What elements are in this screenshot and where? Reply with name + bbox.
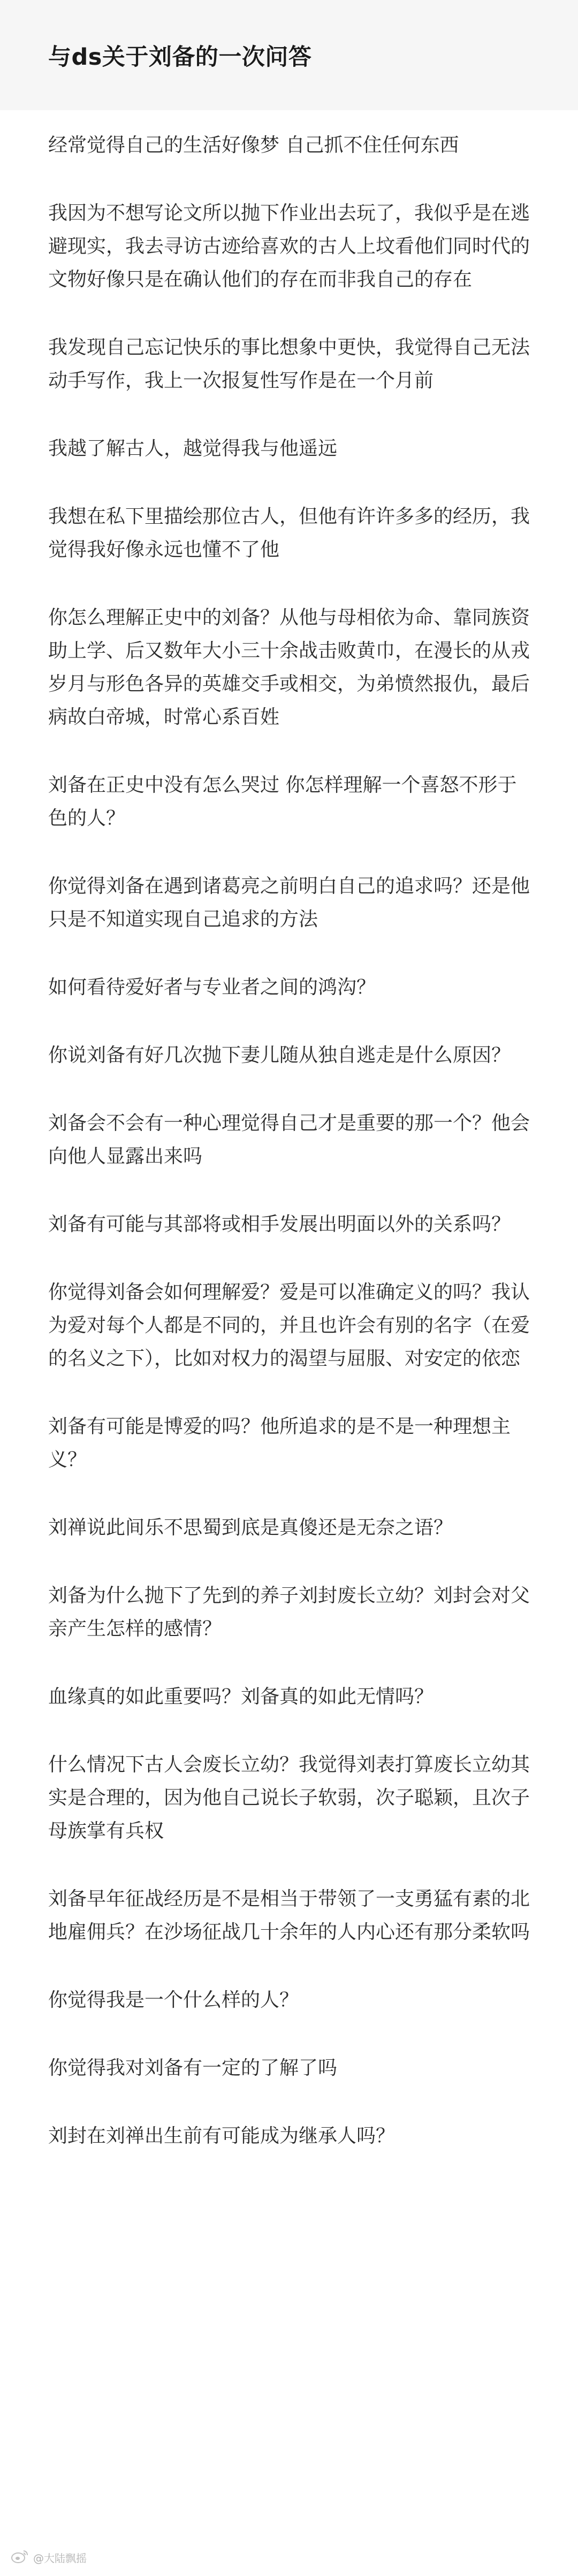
paragraph: 刘备会不会有一种心理觉得自己才是重要的那一个？他会向他人显露出来吗 — [48, 1112, 530, 1167]
paragraph: 我想在私下里描绘那位古人，但他有许许多多的经历，我觉得我好像永远也懂不了他 — [48, 506, 530, 561]
paragraph: 刘封在刘禅出生前有可能成为继承人吗？ — [48, 2125, 396, 2147]
paragraph: 你说刘备有好几次抛下妻儿随从独自逃走是什么原因？ — [48, 1044, 511, 1066]
watermark-text: @大陆飘摇 — [33, 2552, 87, 2565]
paragraph: 我越了解古人，越觉得我与他遥远 — [48, 438, 338, 460]
paragraph: 我因为不想写论文所以抛下作业出去玩了，我似乎是在逃避现实，我去寻访古迹给喜欢的古人上坟看他们同时代的文物好像只是在确认他们的存在而非我自己的存在 — [48, 202, 530, 291]
paragraph: 刘备早年征战经历是不是相当于带领了一支勇猛有素的北地雇佣兵？在沙场征战几十余年的人内心还有那分柔软吗 — [48, 1888, 530, 1943]
paragraph: 刘备有可能与其部将或相手发展出明面以外的关系吗？ — [48, 1213, 511, 1235]
watermark — [11, 2549, 87, 2566]
paragraph: 我发现自己忘记快乐的事比想象中更快，我觉得自己无法动手写作，我上一次报复性写作是在一个月前 — [48, 337, 530, 392]
paragraph: 刘备在正史中没有怎么哭过 你怎样理解一个喜怒不形于色的人？ — [48, 774, 517, 829]
paragraph: 你觉得刘备会如何理解爱？爱是可以准确定义的吗？我认为爱对每个人都是不同的，并且也许会有别的名字（在爱的名义之下），比如对权力的渴望与屈服、对安定的依恋 — [48, 1281, 530, 1370]
paragraph: 如何看待爱好者与专业者之间的鸿沟？ — [48, 976, 376, 998]
paragraph: 经常觉得自己的生活好像梦 自己抓不住任何东西 — [48, 134, 459, 156]
paragraph: 你怎么理解正史中的刘备？从他与母相依为命、靠同族资助上学、后又数年大小三十余战击败黄巾，在漫长的从戎岁月与形色各异的英雄交手或相交，为弟愤然报仇，最后病故白帝城，时常心系百姓 — [48, 607, 530, 728]
paragraph: 刘备为什么抛下了先到的养子刘封废长立幼？刘封会对父亲产生怎样的感情？ — [48, 1585, 530, 1640]
paragraph: 血缘真的如此重要吗？刘备真的如此无情吗？ — [48, 1686, 434, 1708]
paragraph: 刘禅说此间乐不思蜀到底是真傻还是无奈之语？ — [48, 1517, 453, 1539]
paragraph: 你觉得我对刘备有一定的了解了吗 — [48, 2057, 338, 2079]
paragraph: 什么情况下古人会废长立幼？我觉得刘表打算废长立幼其实是合理的，因为他自己说长子软弱，次子聪颖，且次子母族掌有兵权 — [48, 1754, 530, 1842]
page-title: 与ds关于刘备的一次问答 — [48, 43, 312, 71]
paragraph: 刘备有可能是博爱的吗？他所追求的是不是一种理想主义？ — [48, 1416, 511, 1471]
qa-content — [0, 110, 578, 2153]
weibo-logo-icon — [11, 2549, 29, 2566]
header-bar — [0, 0, 578, 110]
paragraph: 你觉得我是一个什么样的人？ — [48, 1989, 299, 2011]
paragraph: 你觉得刘备在遇到诸葛亮之前明白自己的追求吗？还是他只是不知道实现自己追求的方法 — [48, 875, 530, 930]
